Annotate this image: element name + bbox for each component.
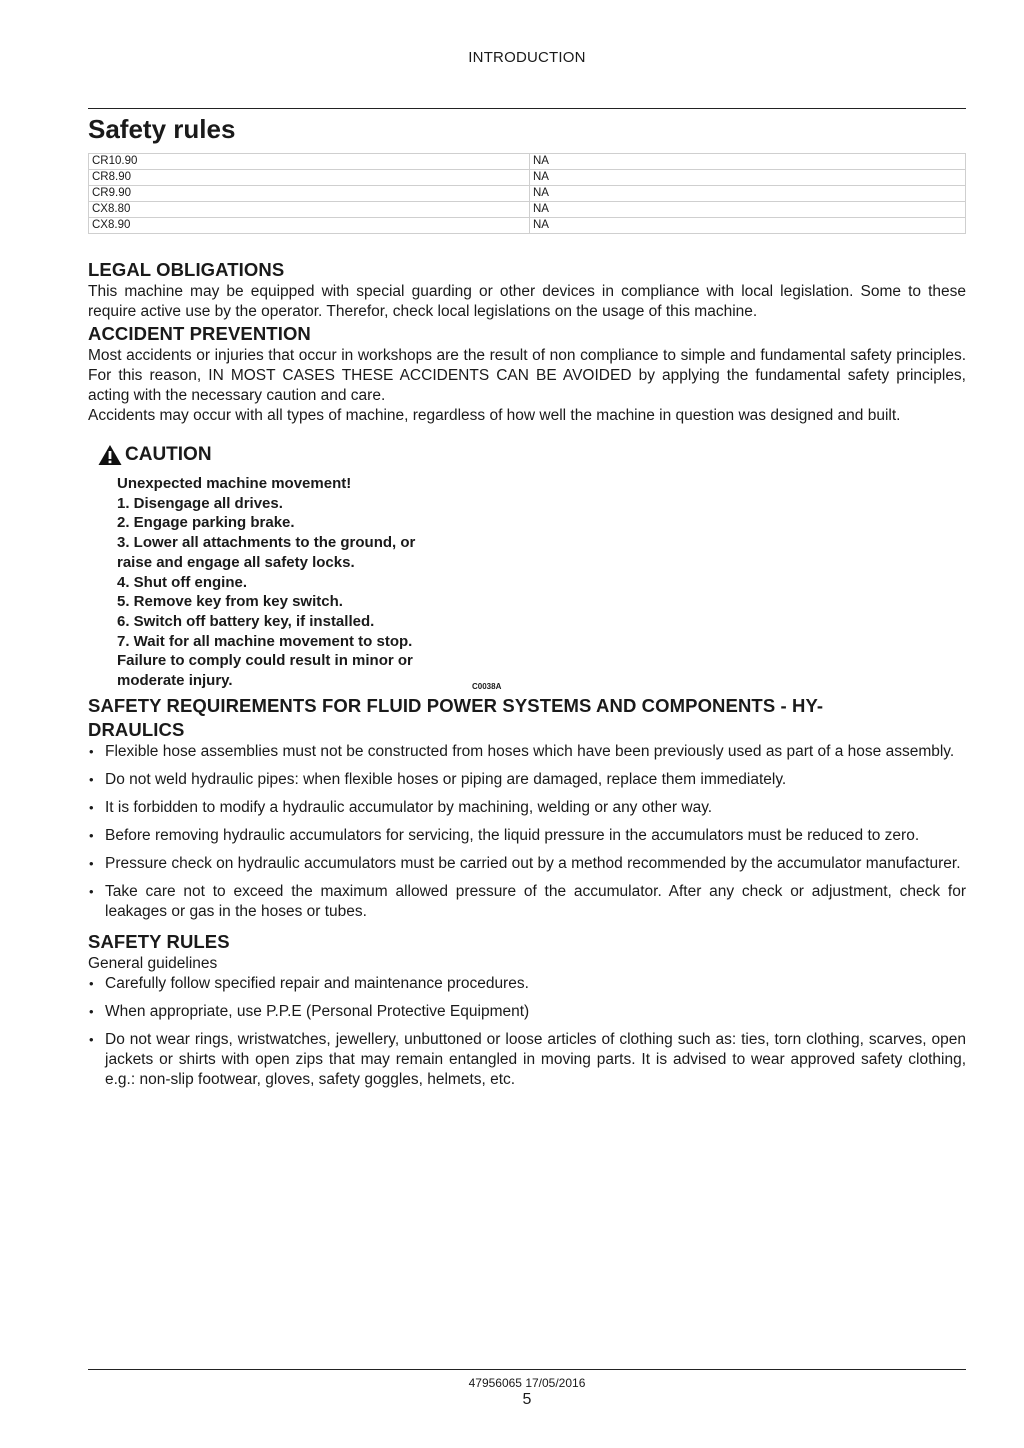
table-row [89, 186, 966, 202]
caution-code: C0038A [472, 682, 502, 691]
list-item: • Carefully follow specified repair and maintenance procedures. [88, 974, 966, 994]
caution-text [117, 474, 489, 691]
caution-line: 2. Engage parking brake. [117, 514, 295, 532]
hydraulics-heading-line: DRAULICS [88, 719, 185, 740]
table-row [89, 170, 966, 186]
accident-prevention-paragraph: Accidents may occur with all types of machine, regardless of how well the machine in question was designed and built. [88, 407, 901, 424]
list-item: • Do not weld hydraulic pipes: when flexible hoses or piping are damaged, replace them immediately. [88, 770, 966, 790]
table-row [89, 202, 966, 218]
list-item: • It is forbidden to modify a hydraulic accumulator by machining, welding or any other way. [88, 798, 966, 818]
model-cell: CX8.80 [89, 202, 530, 218]
availability-cell: NA [530, 154, 966, 170]
legal-obligations-text: This machine may be equipped with special guarding or other devices in compliance with local legislation. Some to these require active use by the operator. Therefor, check local legislations on the usage of this machine. [88, 283, 966, 320]
table-row [89, 218, 966, 234]
list-item: • Pressure check on hydraulic accumulators must be carried out by a method recommended by the accumulator manufacturer. [88, 854, 966, 874]
model-cell: CR8.90 [89, 170, 530, 186]
caution-line: 6. Switch off battery key, if installed. [117, 612, 375, 630]
model-cell: CX8.90 [89, 218, 530, 234]
availability-cell: NA [530, 170, 966, 186]
list-item: • Do not wear rings, wristwatches, jewellery, unbuttoned or loose articles of clothing such as: ties, torn clothing, scarves, open jackets or shirts with open zips that may remain entangled in moving parts. It is advised to wear approved safety clothing, e.g.: non-slip footwear, gloves, safety goggles, helmets, etc. [88, 1030, 966, 1090]
model-cell: CR10.90 [89, 154, 530, 170]
caution-line: Unexpected machine movement! [117, 475, 352, 492]
caution-line: Failure to comply could result in minor or [117, 652, 413, 670]
warning-triangle-icon [98, 444, 122, 466]
list-item: • Flexible hose assemblies must not be constructed from hoses which have been previously used as part of a hose assembly. [88, 742, 966, 762]
footer-divider [88, 1369, 966, 1370]
legal-obligations-heading: LEGAL OBLIGATIONS [88, 259, 285, 280]
list-item: • When appropriate, use P.P.E (Personal Protective Equipment) [88, 1002, 966, 1022]
accident-prevention-paragraph: Most accidents or injuries that occur in workshops are the result of non compliance to simple and fundamental safety principles. For this reason, IN MOST CASES THESE ACCIDENTS CAN BE AVOIDED by applying the fundamental safety principles, acting with the necessary caution and care. [88, 347, 966, 404]
hydraulics-heading [88, 694, 966, 742]
caution-line: raise and engage all safety locks. [117, 553, 355, 571]
page-content [88, 258, 966, 1098]
caution-line: 5. Remove key from key switch. [117, 593, 343, 611]
caution-box [88, 444, 966, 694]
availability-cell: NA [530, 186, 966, 202]
availability-cell: NA [530, 218, 966, 234]
page-title: Safety rules [88, 114, 236, 144]
caution-label: CAUTION [125, 444, 212, 465]
general-guidelines-label: General guidelines [88, 955, 218, 972]
caution-line: moderate injury. [117, 672, 233, 690]
model-applicability-table [88, 153, 966, 234]
safety-rules-heading: SAFETY RULES [88, 931, 230, 952]
caution-line: 1. Disengage all drives. [117, 494, 283, 512]
safety-rules-list [88, 974, 966, 1090]
caution-line: 7. Wait for all machine movement to stop. [117, 632, 413, 650]
availability-cell: NA [530, 202, 966, 218]
accident-prevention-heading: ACCIDENT PREVENTION [88, 323, 311, 344]
document-reference: 47956065 17/05/2016 [468, 1376, 586, 1390]
page-number: 5 [522, 1391, 532, 1408]
header-divider [88, 108, 966, 109]
list-item: • Before removing hydraulic accumulators for servicing, the liquid pressure in the accumulators must be reduced to zero. [88, 826, 966, 846]
hydraulics-list [88, 742, 966, 922]
table-row [89, 154, 966, 170]
hydraulics-heading-line: SAFETY REQUIREMENTS FOR FLUID POWER SYSTEMS AND COMPONENTS - HY- [88, 695, 824, 716]
running-header: INTRODUCTION [468, 49, 586, 66]
caution-line: 4. Shut off engine. [117, 573, 247, 591]
model-cell: CR9.90 [89, 186, 530, 202]
caution-line: 3. Lower all attachments to the ground, or [117, 534, 416, 552]
list-item: • Take care not to exceed the maximum allowed pressure of the accumulator. After any check or adjustment, check for leakages or gas in the hoses or tubes. [88, 882, 966, 922]
caution-header [98, 444, 212, 466]
